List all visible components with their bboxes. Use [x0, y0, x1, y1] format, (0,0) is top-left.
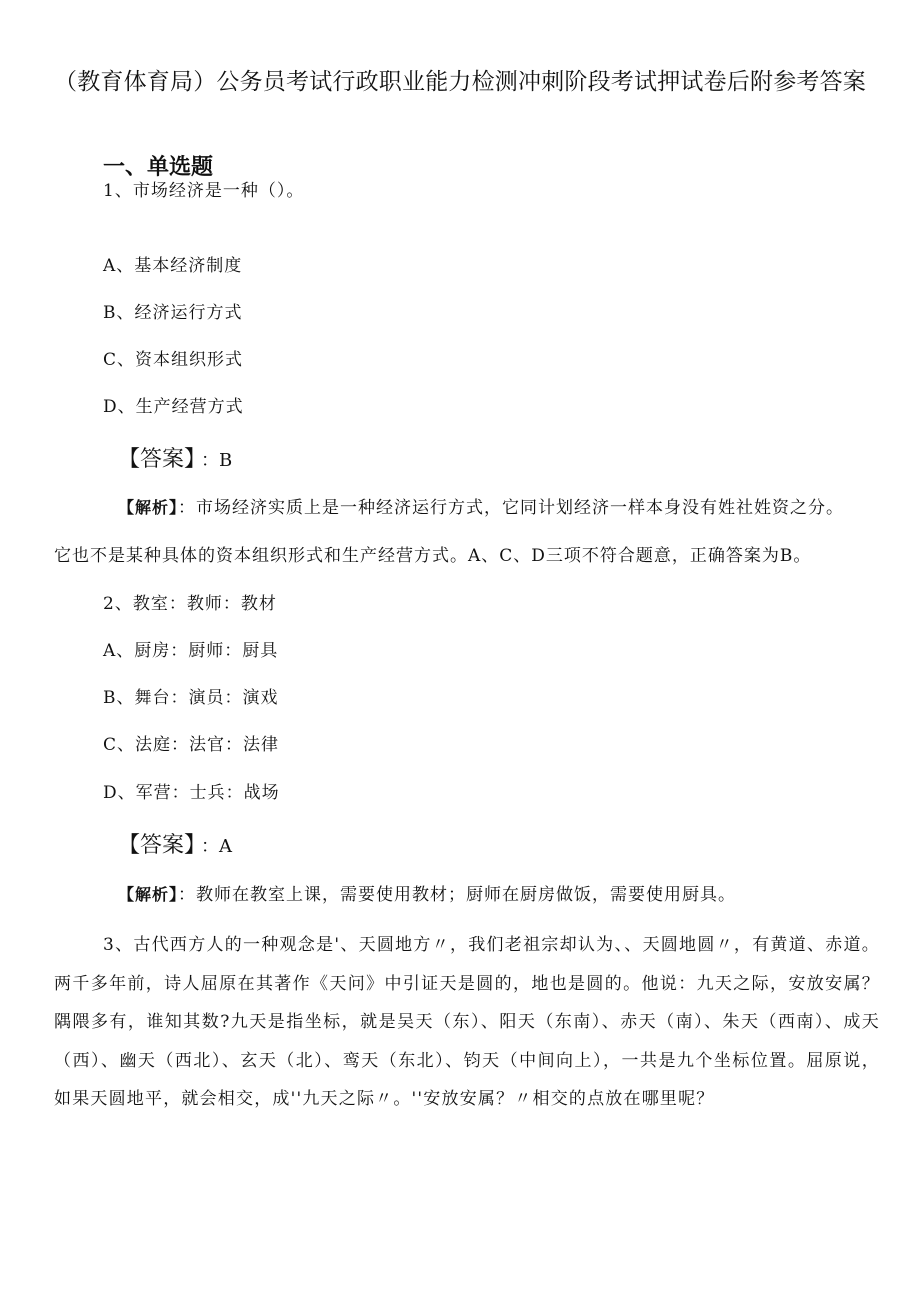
question-1-analysis-line-2: 它也不是某种具体的资本组织形式和生产经营方式。A、C、D三项不符合题意，正确答案为B。 [54, 546, 812, 566]
question-2-analysis [118, 880, 736, 910]
question-1-answer [118, 444, 232, 477]
question-2-option-c: C、法庭：法官：法律 [103, 735, 280, 755]
question-1-option-a: A、基本经济制度 [103, 256, 243, 276]
analysis-label: 【解析】 [118, 498, 179, 517]
answer-label: 【答案】 [118, 833, 196, 858]
answer-label: 【答案】 [118, 447, 196, 472]
question-2-option-d: D、军营：士兵：战场 [103, 783, 280, 803]
question-3-passage: 3、古代西方人的一种观念是'、天圆地方〃，我们老祖宗却认为、、天圆地圆〃，有黄道、赤道。两千多年前，诗人屈原在其著作《天问》中引证天是圆的，地也是圆的。他说：九天之际，安放安属？隅隈多有，谁知其数?九天是指坐标，就是吴天（东）、阳天（东南）、赤天（南）、朱天（西南）、成天（西）、幽天（西北）、玄天（北）、鸾天（东北）、钧天（中间向上），一共是九个坐标位置。屈原说，如果天圆地平，就会相交，成''九天之际〃。''安放安属？〃相交的点放在哪里呢？ [54, 935, 880, 1109]
answer-value: ：B [201, 450, 233, 471]
question-2-stem: 2、教室：教师：教材 [103, 594, 277, 614]
analysis-text: ：市场经济实质上是一种经济运行方式，它同计划经济一样本身没有姓社姓资之分。 [178, 498, 845, 518]
question-1-analysis-line-1 [118, 493, 844, 523]
analysis-label: 【解析】 [118, 885, 179, 904]
question-2-answer [118, 830, 232, 863]
section-heading: 一、单选题 [103, 155, 214, 180]
question-2-option-b: B、舞台：演员：演戏 [103, 688, 279, 708]
answer-value: ：A [201, 836, 233, 857]
analysis-text: ：教师在教室上课，需要使用教材；厨师在厨房做饭，需要使用厨具。 [178, 885, 737, 905]
question-1-option-c: C、资本组织形式 [103, 350, 244, 370]
question-1-stem: 1、市场经济是一种（）。 [103, 181, 305, 201]
question-2-option-a: A、厨房：厨师：厨具 [103, 641, 279, 661]
document-title: （教育体育局）公务员考试行政职业能力检测冲刺阶段考试押试卷后附参考答案 [54, 69, 866, 95]
question-1-option-d: D、生产经营方式 [103, 397, 244, 417]
question-1-option-b: B、经济运行方式 [103, 303, 243, 323]
